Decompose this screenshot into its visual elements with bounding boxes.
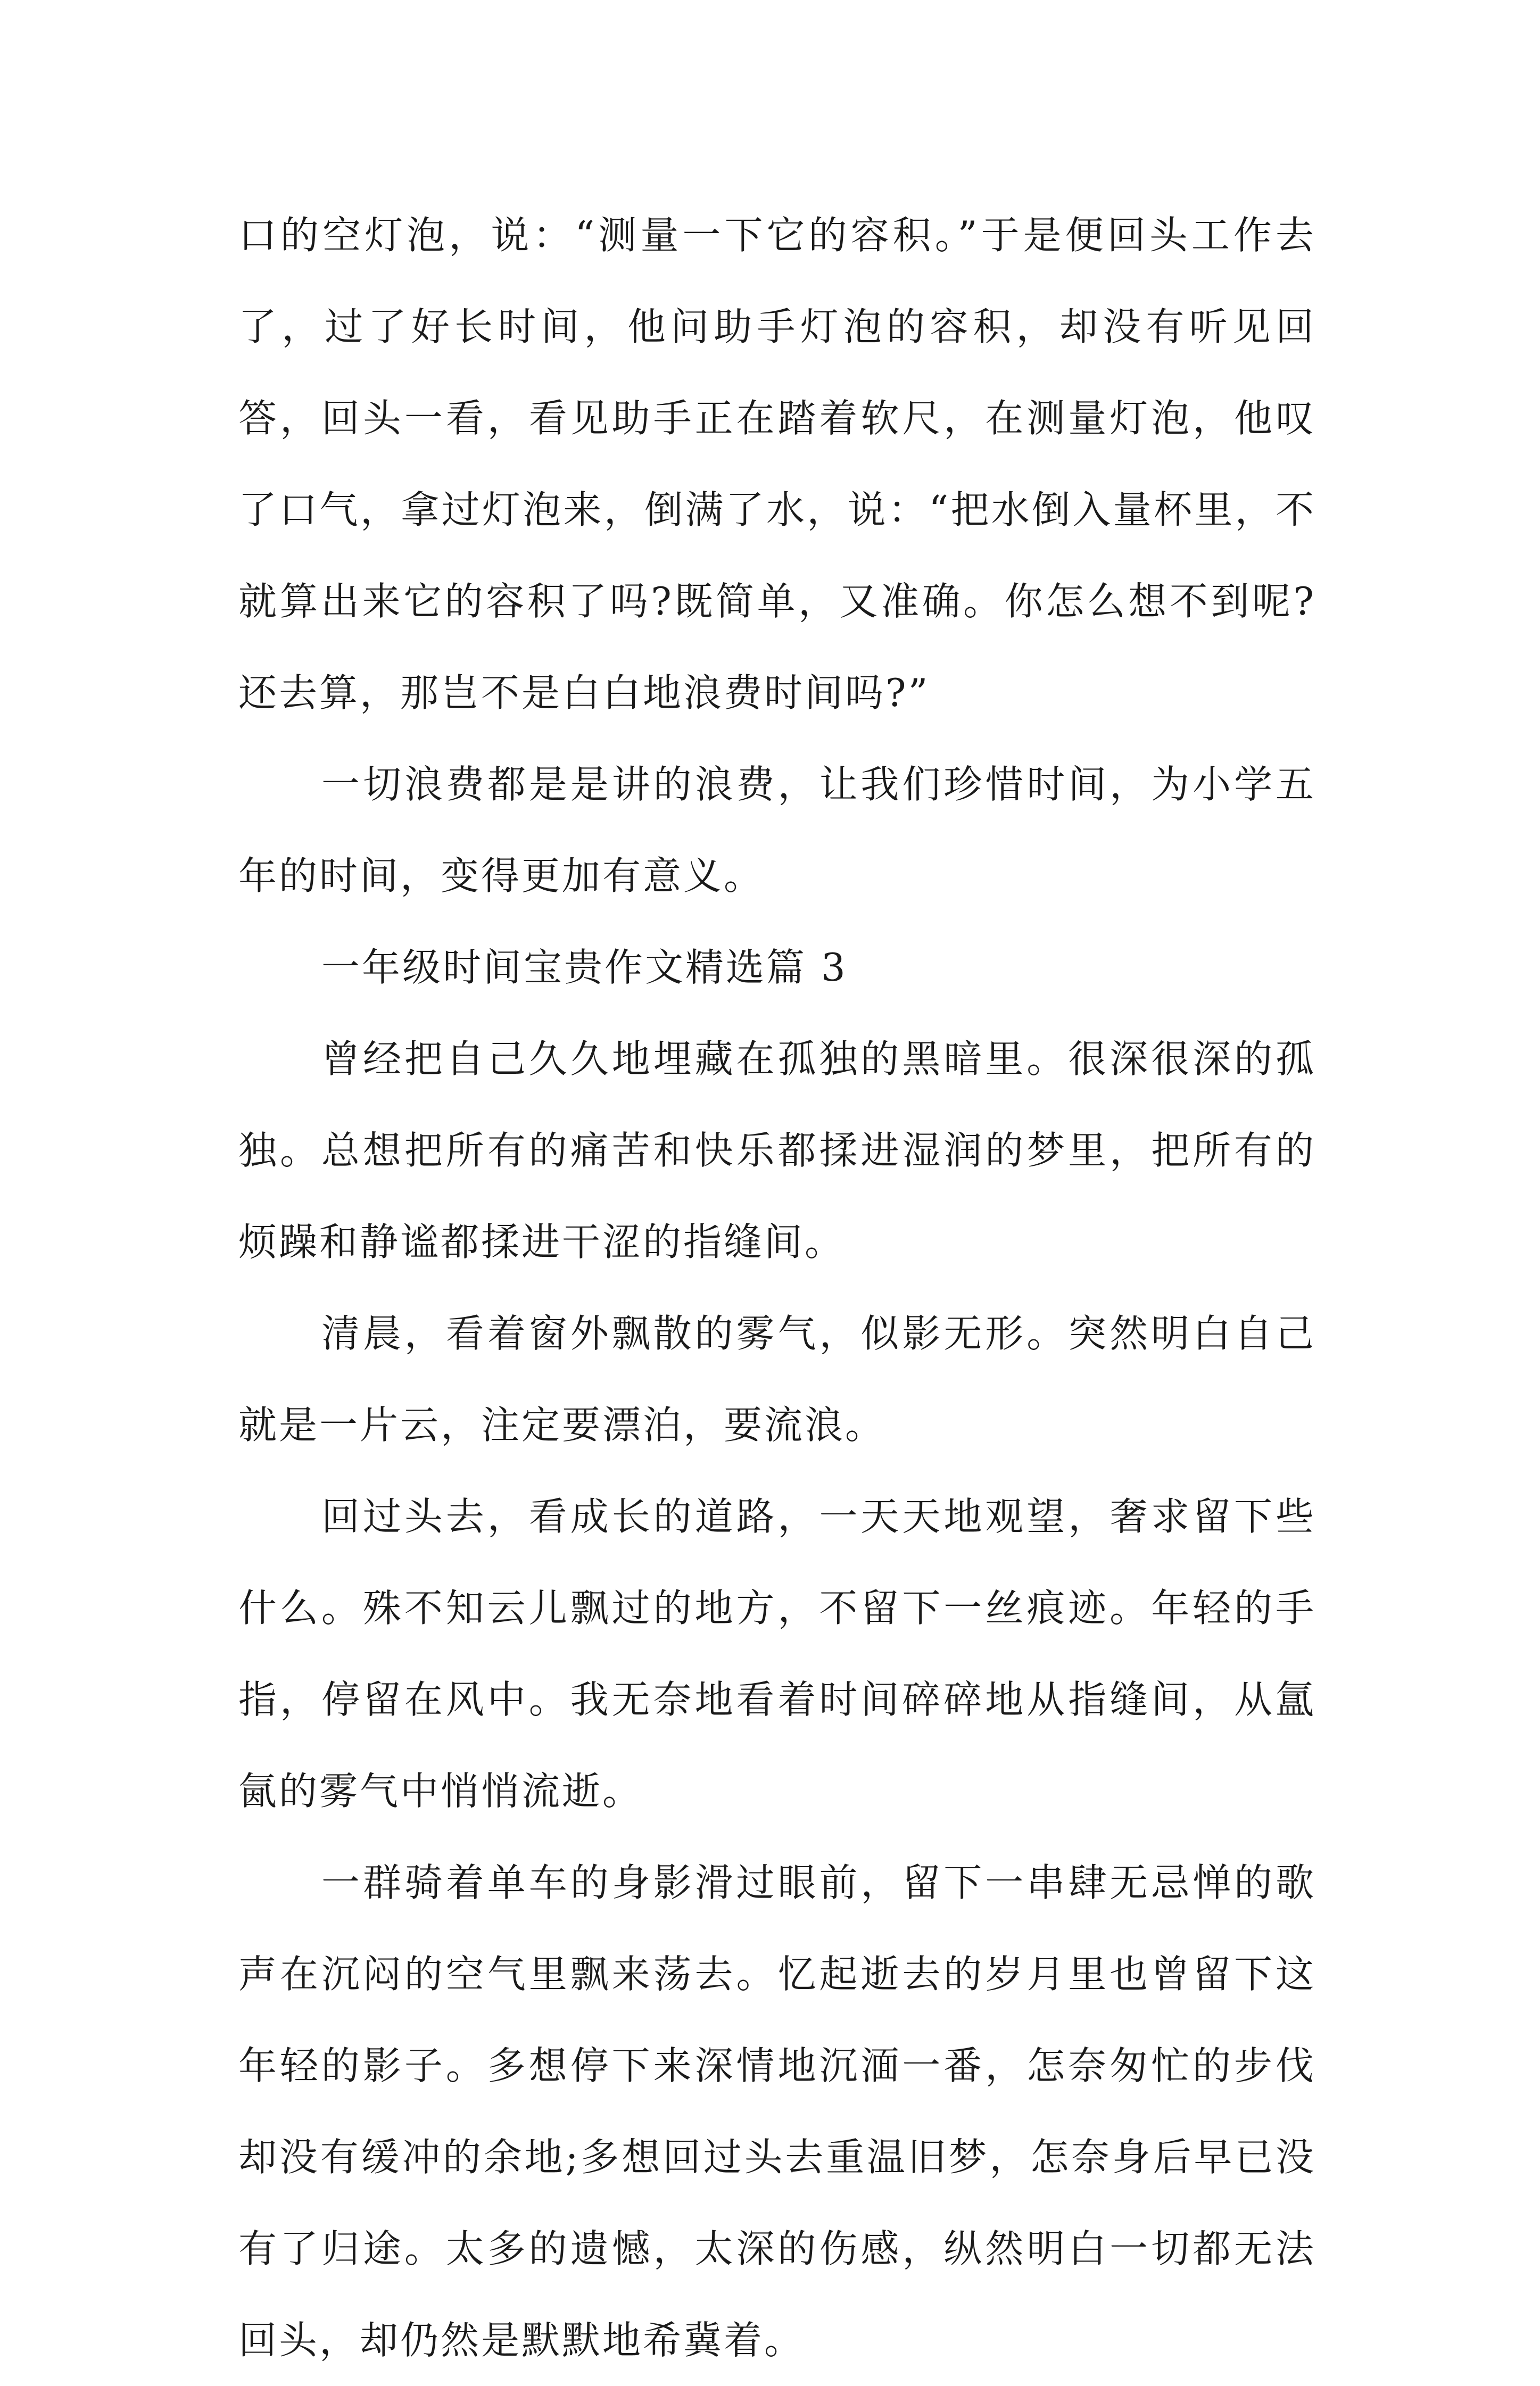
paragraph-4: 清晨，看着窗外飘散的雾气，似影无形。突然明白自己就是一片云，注定要漂泊，要流浪。	[238, 1311, 1316, 1447]
paragraph-2: 一切浪费都是是讲的浪费，让我们珍惜时间，为小学五年的时间，变得更加有意义。	[238, 762, 1316, 898]
paragraph-1: 口的空灯泡，说：“测量一下它的容积。”于是便回头工作去了，过了好长时间，他问助手灯泡的容积，却没有听见回答，回头一看，看见助手正在踏着软尺，在测量灯泡，他叹了口气，拿过灯泡来，倒满了水，说：“把水倒入量杯里，不就算出来它的容积了吗?既简单，又准确。你怎么想不到呢?还去算，那岂不是白白地浪费时间吗?”	[238, 213, 1316, 715]
document-body	[238, 189, 1316, 2386]
paragraph-6: 一群骑着单车的身影滑过眼前，留下一串肆无忌惮的歌声在沉闷的空气里飘来荡去。忆起逝去的岁月里也曾留下这年轻的影子。多想停下来深情地沉湎一番，怎奈匆忙的步伐却没有缓冲的余地;多想回过头去重温旧梦，怎奈身后早已没有了归途。太多的遗憾，太深的伤感，纵然明白一切都无法回头，却仍然是默默地希冀着。	[238, 1860, 1316, 2363]
section-heading: 一年级时间宝贵作文精选篇 3	[321, 945, 848, 990]
paragraph-3: 曾经把自己久久地埋藏在孤独的黑暗里。很深很深的孤独。总想把所有的痛苦和快乐都揉进湿润的梦里，把所有的烦躁和静谧都揉进干涩的指缝间。	[238, 1037, 1316, 1264]
paragraph-5: 回过头去，看成长的道路，一天天地观望，奢求留下些什么。殊不知云儿飘过的地方，不留下一丝痕迹。年轻的手指，停留在风中。我无奈地看着时间碎碎地从指缝间，从氲氤的雾气中悄悄流逝。	[238, 1494, 1316, 1813]
